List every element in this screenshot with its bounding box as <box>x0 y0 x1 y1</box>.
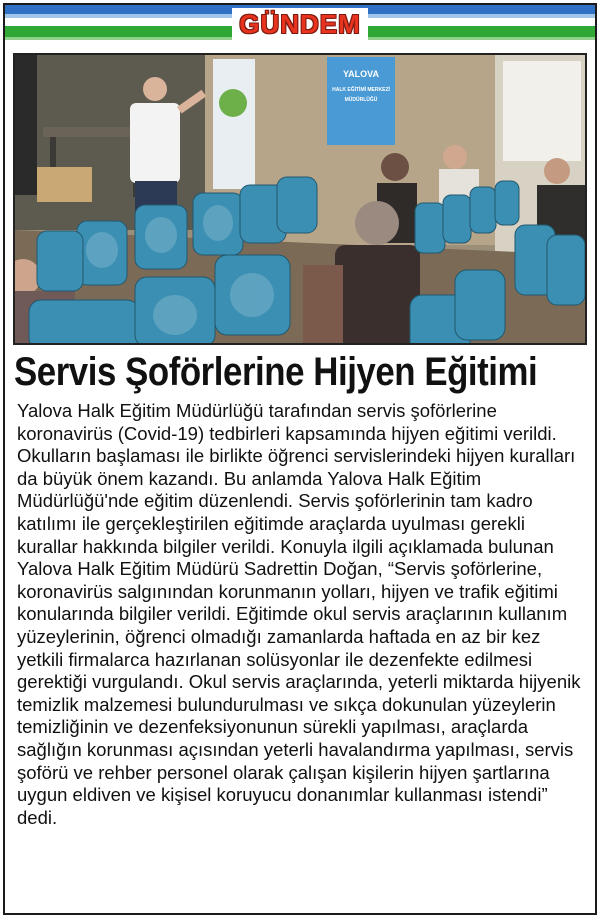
article-body <box>17 400 589 829</box>
section-title: GÜNDEM <box>232 8 368 40</box>
banner-line-2: HALK EĞİTİMİ MERKEZİ <box>332 87 390 93</box>
article-paragraph: Okulların başlaması ile birlikte öğrenci servislerindeki hijyen kuralları da büyük önem kazandı. Bu anlamda Yalova Halk Eğitim Müdürlüğü'nde eğitim düzenlendi. Servis şoförlerinin tam kadro katılımı ile gerçekleştirilen eğitimde araçlarda uyulması gerekli kurallar hakkında bilgiler verildi. Konuyla ilgili açıklamada bulunan Yalova Halk Eğitim Müdürü Sadrettin Doğan, “Servis şoförlerine, koronavirüs salgınından korunmanın yolları, hijyen ve trafik eğitimi konularında bilgiler verildi. Eğitimde okul servis araçlarının kullanım yüzeylerinin, öğrenci olmadığı zamanlarda haftada en az bir kez yetkili firmalarca hazırlanan solüsyonlar ile dezenfekte edilmesi gerektiği vurgulandı. Okul servis araçlarında, yeterli miktarda hijyenik temizlik malzemesi bulundurulması ve sıkça dokunulan yüzeylerin temizliğinin ve dezenfeksiyonunun sürekli yapılması, araçlarda sağlığın korunması açısından yeterli havalandırma yapılması, servis şoförü ve rehber personel olarak çalışan kişilerin hijyen şartlarına uygun eldiven ve kişisel koruyucu donanımlar kullanması istendi” dedi. <box>17 445 581 828</box>
banner-line-3: MÜDÜRLÜĞÜ <box>344 97 378 103</box>
article-photo <box>13 53 587 345</box>
banner-line-1: YALOVA <box>342 69 380 79</box>
article-headline: Servis Şoförlerine Hijyen Eğitimi <box>14 350 538 394</box>
article-paragraph: Yalova Halk Eğitim Müdürlüğü tarafından servis şoförlerine koronavirüs (Covid-19) tedbirleri kapsamında hijyen eğitimi verildi. <box>17 400 557 444</box>
